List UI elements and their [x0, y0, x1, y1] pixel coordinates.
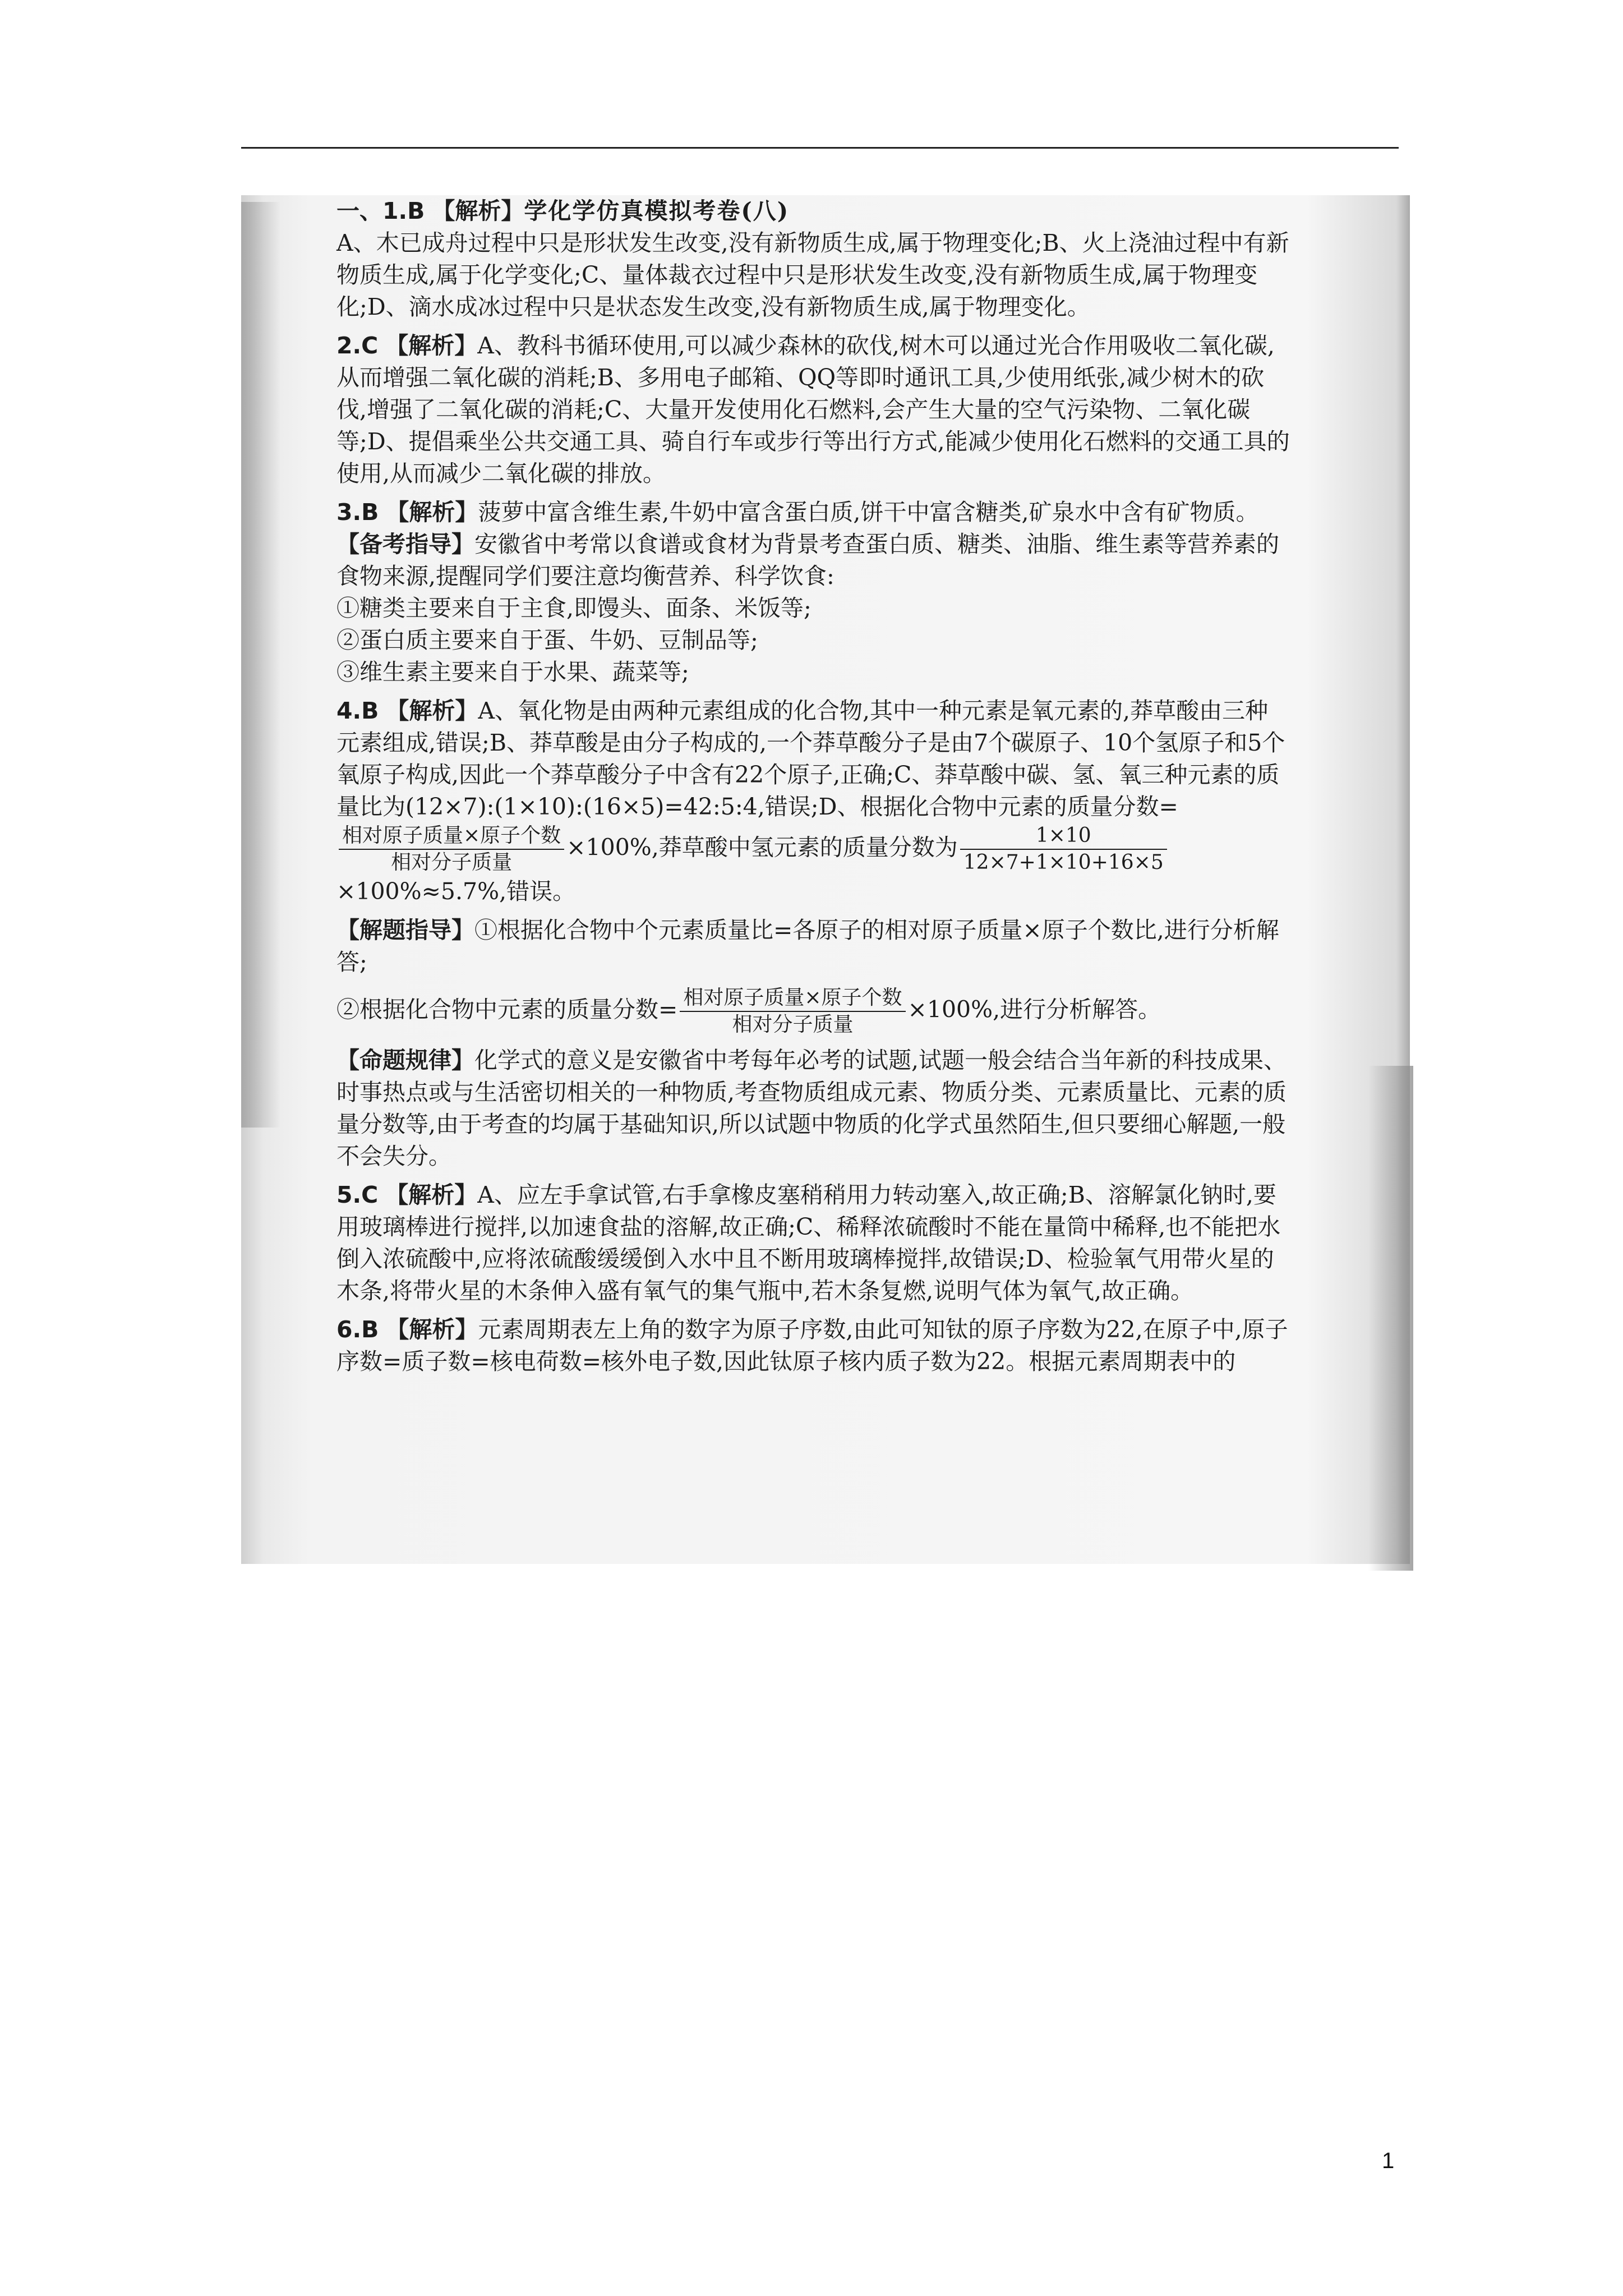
fraction-denominator: 相对分子质量: [732, 1013, 854, 1036]
exam-guide: [336, 528, 1290, 592]
answer-text-tail: ×100%≈5.7%,错误。: [336, 878, 576, 905]
guide-item: ③维生素主要来自于水果、蔬菜等;: [336, 659, 689, 685]
answer-text: A、教科书循环使用,可以减少森林的砍伐,树木可以通过光合作用吸收二氧化碳,从而增强二氧化碳的消耗;B、多用电子邮箱、QQ等即时通讯工具,少使用纸张,减少树木的砍伐,增强了二氧化碳的消耗;C、大量开发使用化石燃料,会产生大量的空气污染物、二氧化碳等;D、提倡乘坐公共交通工具、骑自行车或步行等出行方式,能减少使用化石燃料的交通工具的使用,从而减少二氧化碳的排放。: [336, 332, 1290, 487]
header-rule: [241, 147, 1399, 149]
answer-text: 菠萝中富含维生素,牛奶中富含蛋白质,饼干中富含糖类,矿泉水中含有矿物质。: [478, 499, 1259, 526]
guide-item: ②蛋白质主要来自于蛋、牛奶、豆制品等;: [336, 627, 758, 654]
answer-1: [336, 195, 1290, 323]
answer-3: [336, 496, 1290, 528]
guide-text: ②根据化合物中元素的质量分数=: [336, 996, 678, 1023]
fraction-hydrogen: [960, 823, 1167, 876]
fraction-numerator: 1×10: [960, 823, 1167, 850]
fraction-mass-fraction: [680, 985, 905, 1038]
guide-tag: 【备考指导】: [336, 531, 474, 558]
guide-text: ①根据化合物中个元素质量比=各原子的相对原子质量×原子个数比,进行分析解答;: [336, 917, 1279, 976]
answer-number: 3.B: [336, 499, 379, 526]
answer-number: 5.C: [336, 1181, 379, 1208]
analysis-tag: 【解析】: [432, 197, 524, 224]
rule-text: 化学式的意义是安徽省中考每年必考的试题,试题一般会结合当年新的科技成果、时事热点或与生活密切相关的一种物质,考查物质组成元素、物质分类、元素质量比、元素的质量分数等,由于考查的均属于基础知识,所以试题中物质的化学式虽然陌生,但只要细心解题,一般不会失分。: [336, 1047, 1287, 1170]
answer-2: [336, 330, 1290, 490]
solving-guide-formula: [336, 985, 1290, 1038]
guide-tag: 【解题指导】: [336, 917, 474, 944]
fraction-denominator: 相对分子质量: [391, 851, 513, 874]
analysis-tag: 【解析】: [385, 1181, 478, 1208]
answer-6: [336, 1314, 1290, 1378]
analysis-tag: 【解析】: [386, 697, 478, 724]
scan-shadow-left: [241, 202, 280, 1128]
answer-text: A、木已成舟过程中只是形状发生改变,没有新物质生成,属于物理变化;B、火上浇油过程中有新物质生成,属于化学变化;C、量体裁衣过程中只是形状发生改变,没有新物质生成,属于物理变化;D、滴水成冰过程中只是状态发生改变,没有新物质生成,属于物理变化。: [336, 229, 1289, 320]
analysis-tag: 【解析】: [385, 332, 478, 359]
proposition-rule: [336, 1045, 1290, 1172]
fraction-denominator: 12×7+1×10+16×5: [963, 851, 1164, 874]
page-number: 1: [1382, 2148, 1395, 2173]
guide-text: 安徽省中考常以食谱或食材为背景考查蛋白质、糖类、油脂、维生素等营养素的食物来源,提醒同学们要注意均衡营养、科学饮食:: [336, 531, 1279, 590]
answer-text: A、氧化物是由两种元素组成的化合物,其中一种元素是氧元素的,莽草酸由三种元素组成,错误;B、莽草酸是由分子构成的,一个莽草酸分子是由7个碳原子、10个氢原子和5个氧原子构成,因此一个莽草酸分子中含有22个原子,正确;C、莽草酸中碳、氢、氧三种元素的质量比为(12×7):(1×10):(16×5)=42:5:4,错误;D、根据化合物中元素的质量分数=: [336, 697, 1285, 820]
rule-tag: 【命题规律】: [336, 1047, 474, 1074]
answer-4: [336, 695, 1290, 908]
answer-text: 元素周期表左上角的数字为原子序数,由此可知钛的原子序数为22,在原子中,原子序数=质子数=核电荷数=核外电子数,因此钛原子核内质子数为22。根据元素周期表中的: [336, 1316, 1288, 1375]
fraction-numerator: 相对原子质量×原子个数: [339, 823, 564, 850]
answer-number: 6.B: [336, 1316, 379, 1343]
header-tail: 学化学仿真模拟考卷(八): [524, 197, 790, 224]
analysis-tag: 【解析】: [386, 499, 478, 526]
answer-text: A、应左手拿试管,右手拿橡皮塞稍稍用力转动塞入,故正确;B、溶解氯化钠时,要用玻璃棒进行搅拌,以加速食盐的溶解,故正确;C、稀释浓硫酸时不能在量筒中稀释,也不能把水倒入浓硫酸中,应将浓硫酸缓缓倒入水中且不断用玻璃棒搅拌,故错误;D、检验氧气用带火星的木条,将带火星的木条伸入盛有氧气的集气瓶中,若木条复燃,说明气体为氧气,故正确。: [336, 1181, 1281, 1304]
answer-5: [336, 1179, 1290, 1307]
solving-guide: [336, 914, 1290, 978]
fraction-mass-fraction: [339, 823, 564, 876]
guide-text: ×100%,进行分析解答。: [907, 996, 1161, 1023]
analysis-tag: 【解析】: [386, 1316, 478, 1343]
fraction-numerator: 相对原子质量×原子个数: [680, 985, 905, 1012]
scan-shadow-right: [1368, 1066, 1413, 1571]
answer-number: 4.B: [336, 697, 379, 724]
guide-item: ①糖类主要来自于主食,即馒头、面条、米饭等;: [336, 595, 811, 622]
answer-number: 2.C: [336, 332, 379, 359]
answer-text-mid: ×100%,莽草酸中氢元素的质量分数为: [566, 834, 958, 861]
answer-number: 一、1.B: [336, 197, 425, 224]
answer-content: [336, 195, 1290, 1378]
